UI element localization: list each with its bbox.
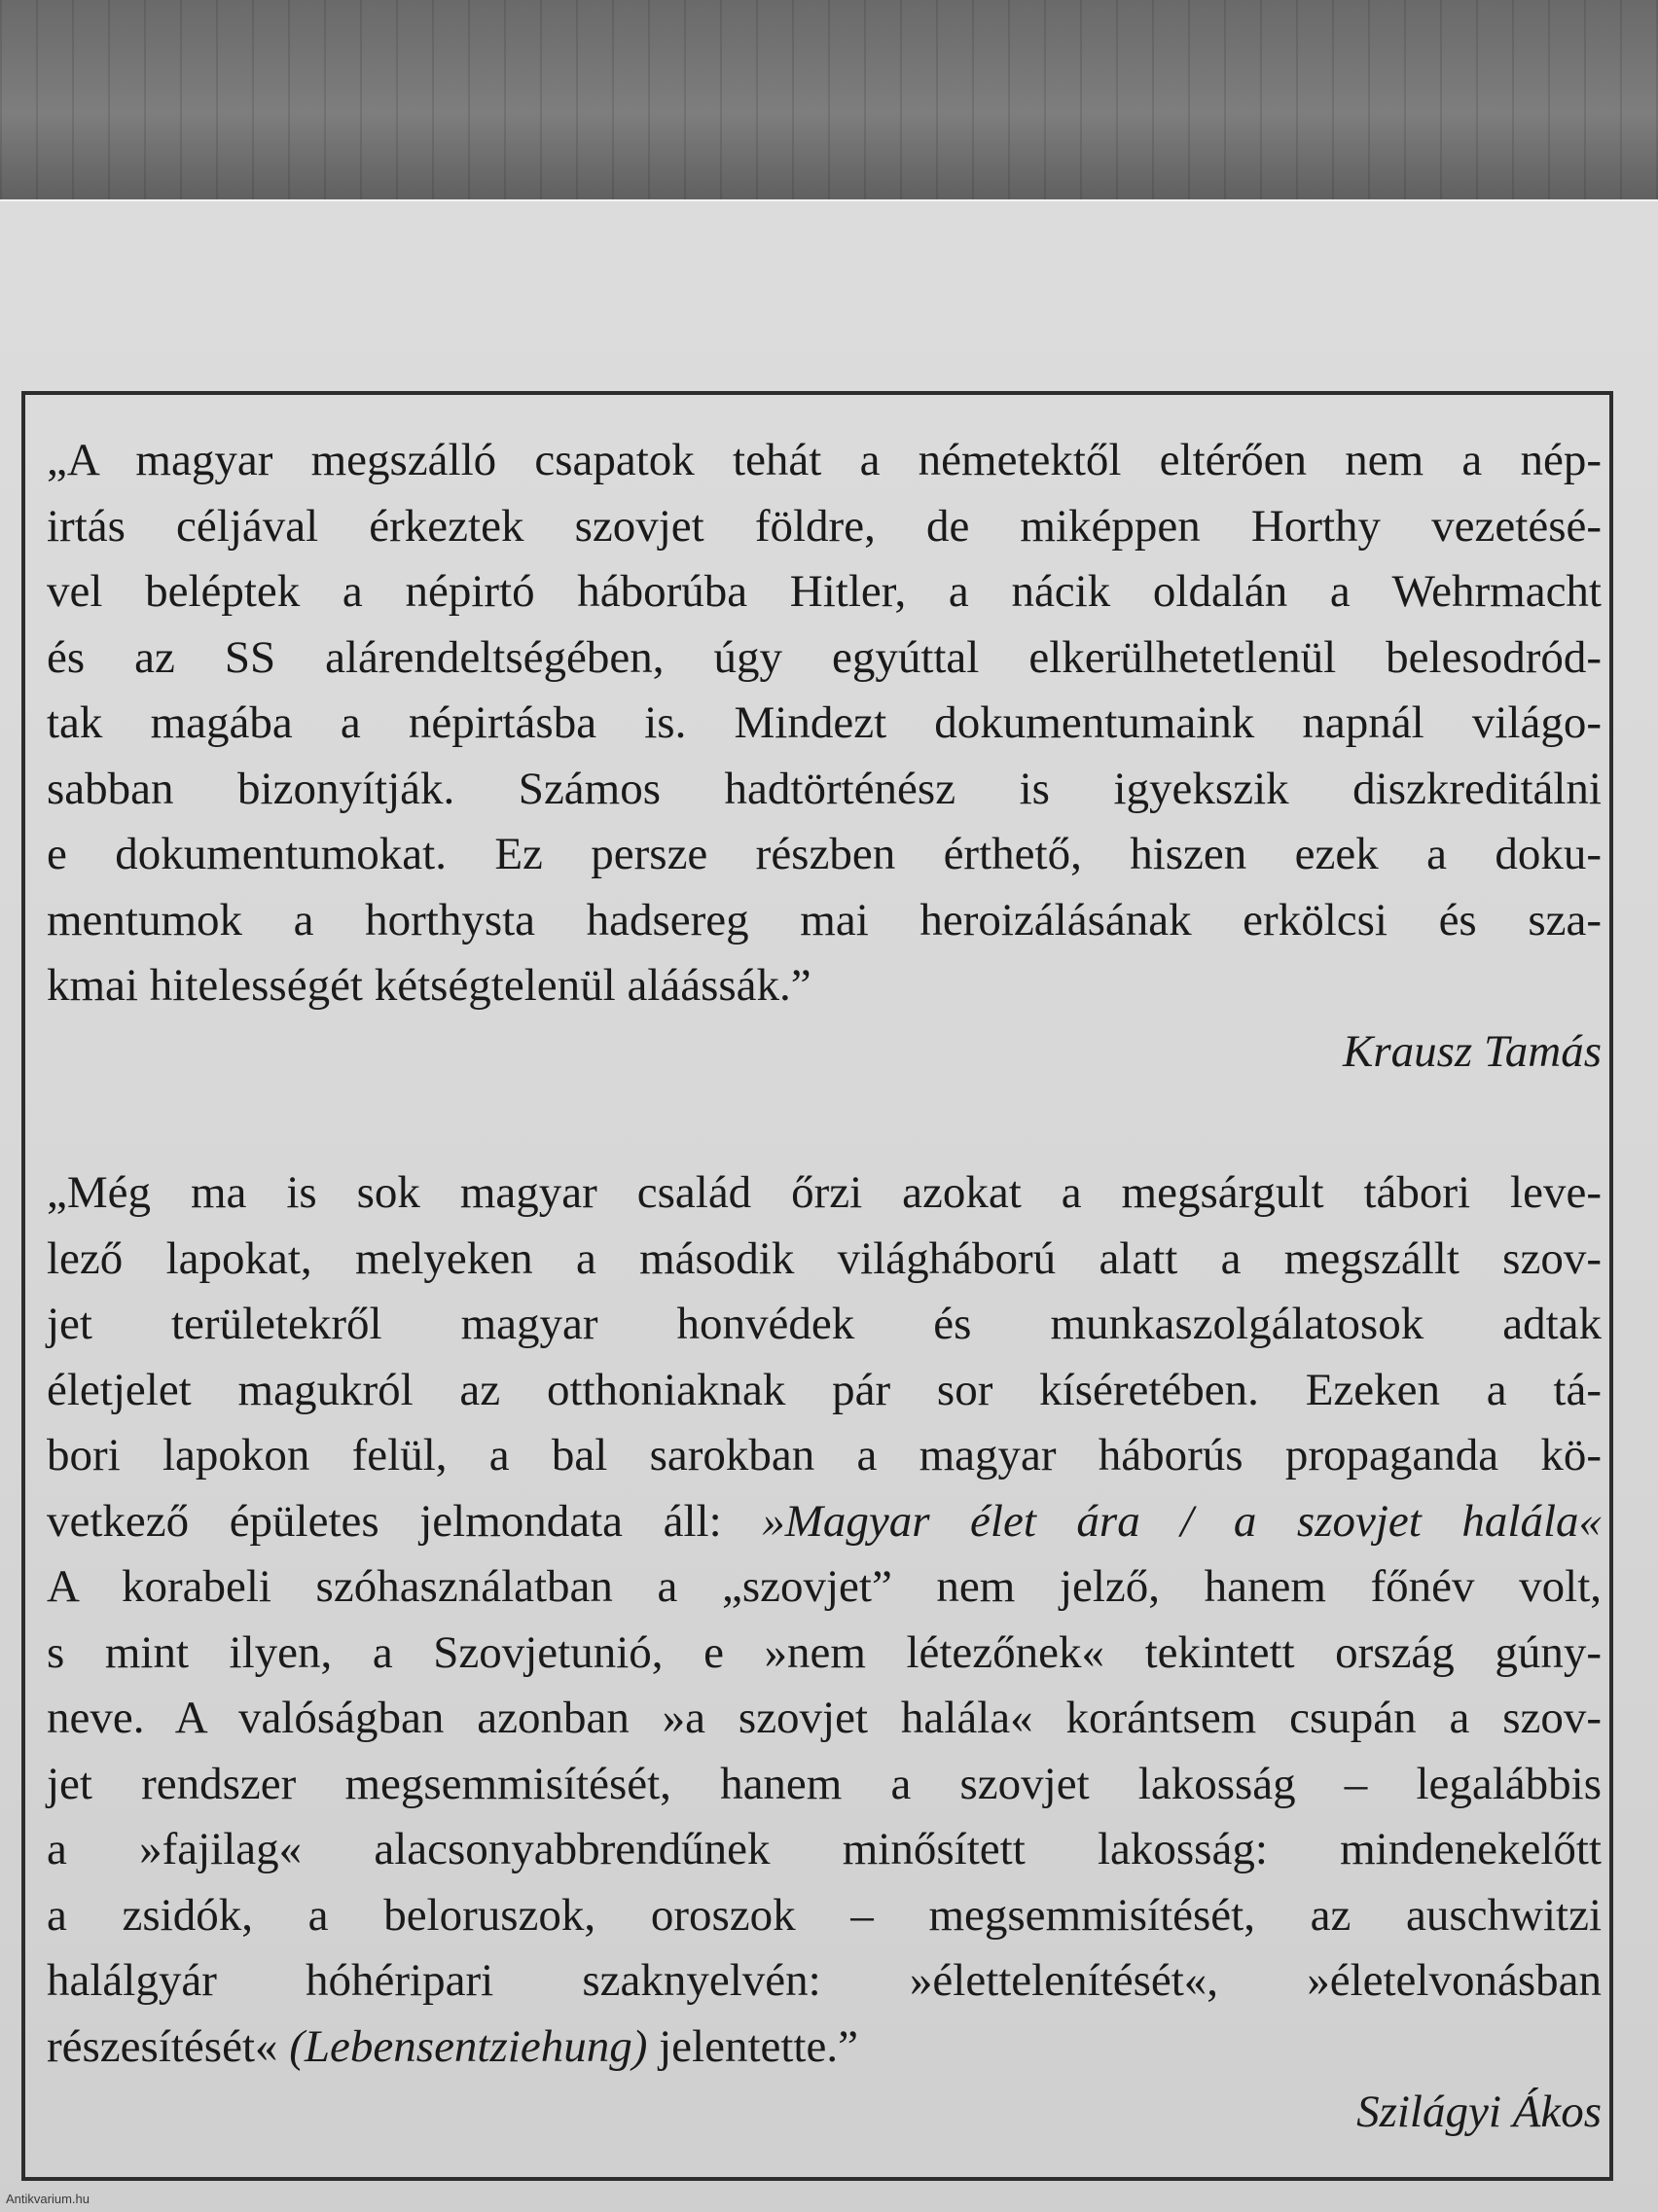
quote-line [47, 2015, 1602, 2081]
quote-line: irtás céljával érkeztek szovjet földre, de miképpen Horthy vezetésé- [47, 500, 1602, 552]
quote-line: és az SS alárendeltségében, úgy egyúttal elkerülhetetlenül belesodród- [47, 631, 1602, 683]
quote-author: Szilágyi Ákos [1356, 2087, 1602, 2137]
quote-line [47, 1489, 1602, 1555]
quote-line: bori lapokon felül, a bal sarokban a magyar háborús propaganda kö- [47, 1430, 1602, 1481]
quote-line: s mint ilyen, a Szovjetunió, e »nem létezőnek« tekintett ország gúny- [47, 1626, 1602, 1678]
quote-author: Krausz Tamás [1342, 1025, 1602, 1077]
quote-line: vel beléptek a népirtó háborúba Hitler, a nácik oldalán a Wehrmacht [47, 566, 1602, 617]
german-term: (Lebensentziehung) [289, 2020, 648, 2072]
quote-line: jet területekről magyar honvédek és munkaszolgálatosok adtak [47, 1299, 1602, 1349]
background-shelf [0, 0, 1658, 204]
quote-line: „Még ma is sok magyar család őrzi azokat a megsárgult tábori leve- [47, 1167, 1602, 1218]
quote-line: mentumok a horthysta hadsereg mai heroizálásának erkölcsi és sza- [47, 894, 1602, 945]
quote-szilagyi [47, 1160, 1602, 2146]
quote-text-segment: vetkező épületes jelmondata áll: [47, 1495, 763, 1547]
propaganda-slogan: »Magyar élet ára / a szovjet halála« [762, 1495, 1603, 1547]
quote-text [47, 1160, 1602, 2080]
quote-line: jet rendszer megsemmisítését, hanem a szovjet lakosság – legalábbis [47, 1758, 1602, 1809]
quote-line: halálgyár hóhéripari szaknyelvén: »élettelenítését«, »életelvonásban [47, 1955, 1602, 2006]
quote-line: a zsidók, a beloruszok, oroszok – megsemmisítését, az auschwitzi [47, 1889, 1602, 1941]
watermark: Antikvarium.hu [6, 2192, 90, 2206]
quote-line: lező lapokat, melyeken a második világháború alatt a megszállt szov- [47, 1232, 1602, 1284]
quote-line: a »fajilag« alacsonyabbrendűnek minősített lakosság: mindenekelőtt [47, 1824, 1602, 1874]
quote-line: életjelet magukról az otthoniaknak pár sor kíséretében. Ezeken a tá- [47, 1364, 1602, 1415]
quote-line: A korabeli szóhasználatban a „szovjet” nem jelző, hanem főnév volt, [47, 1561, 1602, 1612]
quote-line: kmai hitelességét kétségtelenül aláássák.” [47, 960, 811, 1011]
quote-text [47, 428, 1602, 1019]
quote-line: „A magyar megszálló csapatok tehát a németektől eltérően nem a nép- [47, 435, 1602, 485]
quote-line: neve. A valóságban azonban »a szovjet halála« korántsem csupán a szov- [47, 1693, 1602, 1743]
quote-line: tak magába a népirtásba is. Mindezt dokumentumaink napnál világo- [47, 697, 1602, 748]
quote-text-segment: jelentette.” [647, 2020, 858, 2072]
quote-krausz [47, 428, 1602, 1085]
quote-text-segment: részesítését« [47, 2020, 290, 2072]
quote-line: e dokumentumokat. Ez persze részben érthető, hiszen ezek a doku- [47, 829, 1602, 879]
quote-line: sabban bizonyítják. Számos hadtörténész is igyekszik diszkreditálni [47, 763, 1602, 814]
